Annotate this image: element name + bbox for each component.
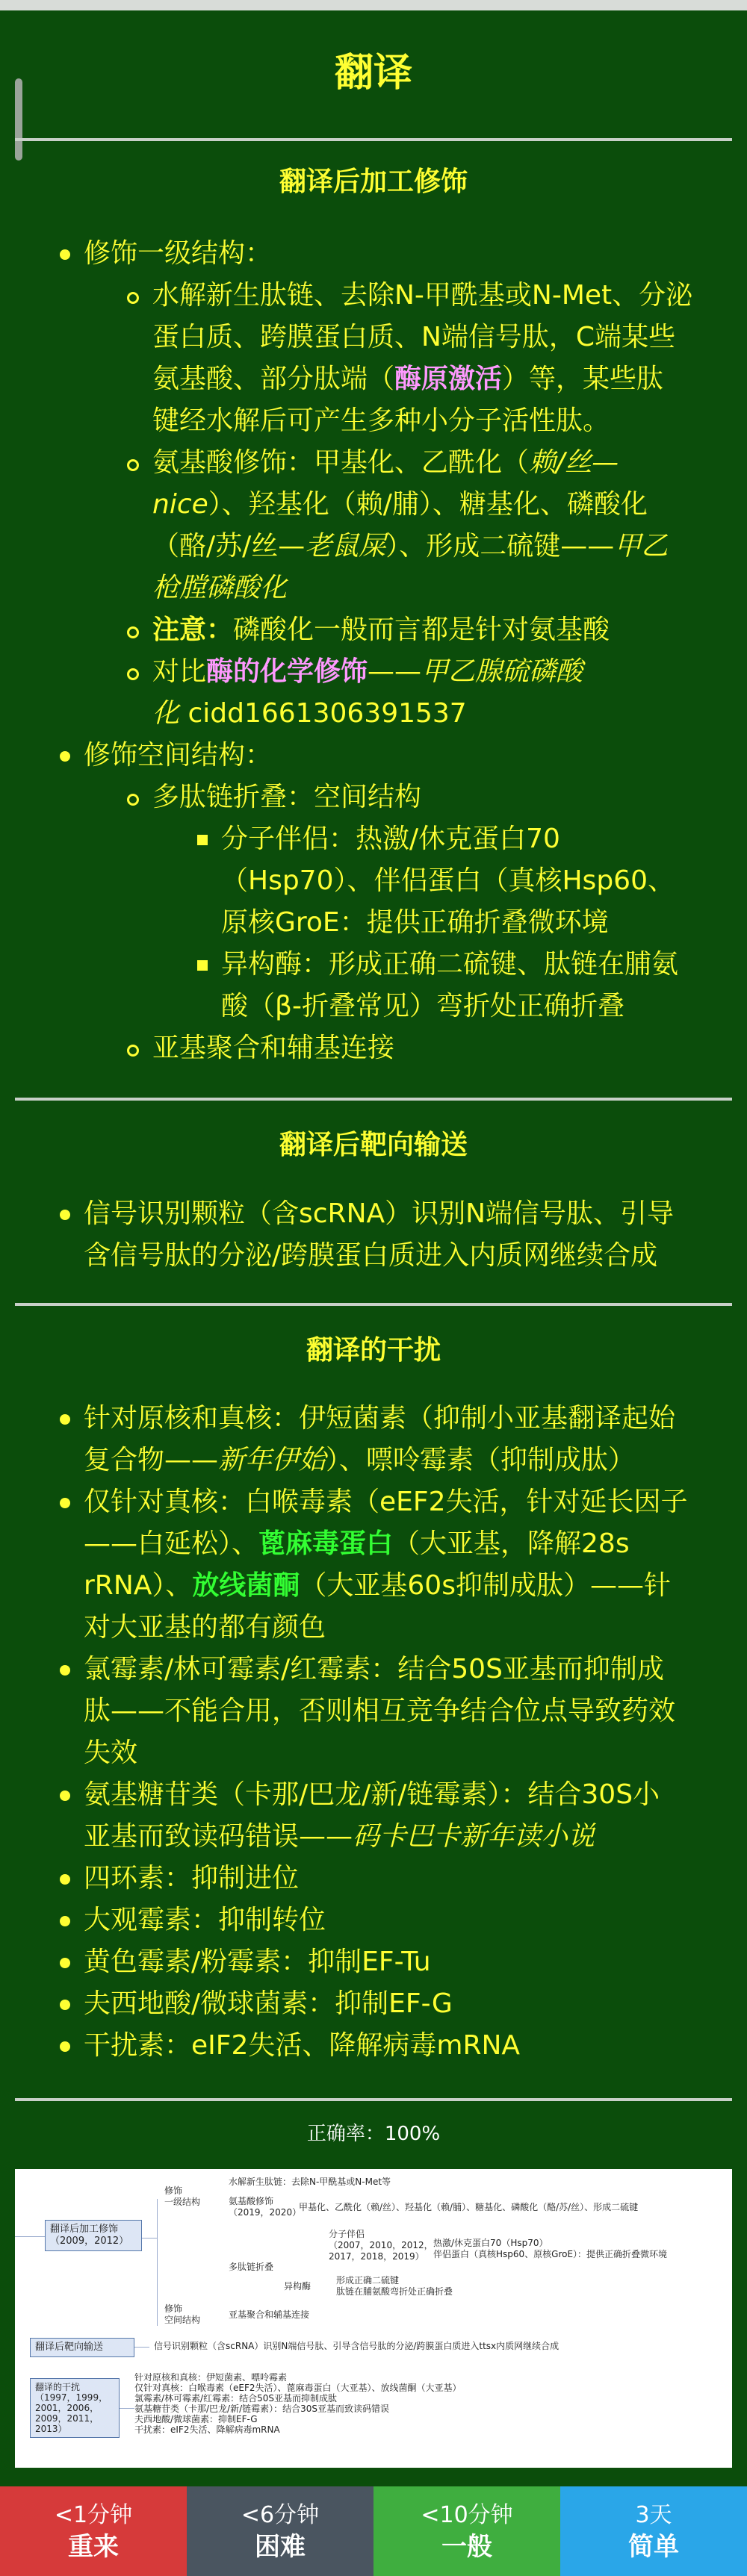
list-item bbox=[221, 818, 729, 944]
text: 氨基酸、部分肽端（ bbox=[152, 364, 395, 394]
mindmap-node: 修饰 一级结构 bbox=[164, 2185, 201, 2207]
button-interval: <1分钟 bbox=[54, 2502, 133, 2528]
button-label: 困难 bbox=[255, 2532, 306, 2562]
highlight-text: 酶的化学修饰 bbox=[206, 656, 368, 687]
mindmap-node: 氨基酸修饰 （2019，2020） bbox=[229, 2196, 302, 2218]
text: ）、嘌呤霉素（抑制成肽） bbox=[326, 1445, 636, 1475]
text: rRNA）、 bbox=[84, 1570, 193, 1601]
text-line bbox=[152, 526, 728, 567]
list-item: 夫西地酸/微球菌素：抑制EF-G bbox=[84, 1988, 453, 2019]
text-line: 氨基糖苷类（卡那/巴龙/新/链霉素）：结合30S小 bbox=[84, 1779, 660, 1810]
text-line: 键经水解后可产生多种小分子活性肽。 bbox=[152, 405, 610, 436]
mnemonic-text: 老鼠屎 bbox=[305, 531, 386, 561]
text-line: 酸（β-折叠常见）弯折处正确折叠 bbox=[221, 991, 624, 1021]
mindmap-node: 形成正确二硫键 肽链在脯氨酸弯折处正确折叠 bbox=[336, 2275, 453, 2297]
divider bbox=[15, 138, 732, 141]
text-line: 针对原核和真核：伊短菌素（抑制小亚基翻译起始 bbox=[84, 1403, 676, 1434]
note-label: 注意： bbox=[152, 615, 234, 645]
bullet bbox=[127, 459, 139, 471]
connector bbox=[157, 2199, 158, 2326]
list-item: 黄色霉素/粉霉素：抑制EF-Tu bbox=[84, 1947, 431, 1977]
list-item: 干扰素：eIF2失活、降解病毒mRNA bbox=[84, 2030, 521, 2061]
list-item bbox=[152, 651, 728, 735]
bullet bbox=[60, 2041, 70, 2052]
list-item bbox=[84, 1649, 726, 1774]
divider bbox=[15, 1303, 732, 1306]
highlight-text: 酶原激活 bbox=[394, 364, 503, 394]
mindmap-node: 甲基化、乙酰化（赖/丝）、羟基化（赖/脯）、糖基化、磷酸化（酪/苏/丝）、形成二硫键 bbox=[299, 2202, 639, 2212]
text-line: 分子伴侣：热激/休克蛋白70 bbox=[221, 824, 560, 854]
bullet bbox=[60, 1210, 70, 1220]
bullet bbox=[60, 1874, 70, 1885]
connector bbox=[142, 2238, 157, 2239]
mnemonic-text: 新年伊始 bbox=[218, 1445, 326, 1475]
button-label: 简单 bbox=[628, 2532, 679, 2562]
bullet bbox=[60, 1498, 70, 1508]
list-item bbox=[84, 1398, 726, 1481]
text-line bbox=[152, 651, 728, 693]
button-label: 重来 bbox=[68, 2532, 119, 2562]
bullet bbox=[60, 1916, 70, 1926]
bullet bbox=[127, 668, 139, 680]
text: 氨基酸修饰：甲基化、乙酰化（ bbox=[152, 447, 530, 478]
bullet bbox=[60, 1958, 70, 1968]
bullet bbox=[60, 2000, 70, 2010]
text-line: 信号识别颗粒（含scRNA）识别N端信号肽、引导 bbox=[84, 1198, 675, 1229]
mnemonic-text: 甲乙 bbox=[614, 531, 669, 561]
highlight-text: 放线菌酮 bbox=[192, 1570, 300, 1601]
mindmap-node: 分子伴侣 （2007，2010，2012， 2017，2018，2019） bbox=[329, 2229, 433, 2262]
text-line bbox=[152, 358, 728, 400]
list-item bbox=[84, 1481, 726, 1649]
connector bbox=[134, 2347, 149, 2348]
text-line: 失效 bbox=[84, 1737, 138, 1768]
mnemonic-text: 码卡巴卡新年读小说 bbox=[353, 1821, 595, 1852]
text: ——白延松）、 bbox=[84, 1528, 259, 1559]
text-line: 仅针对真核：白喉毒素（eEF2失活，针对延长因子 bbox=[84, 1487, 688, 1517]
text-line: 蛋白质、跨膜蛋白质、N端信号肽，C端某些 bbox=[152, 322, 676, 352]
bullet bbox=[197, 835, 208, 845]
mindmap-node: 热激/休克蛋白70（Hsp70） 伴侣蛋白（真核Hsp60、原核GroE）：提供正确折叠微环境 bbox=[433, 2238, 668, 2259]
mindmap-node: 水解新生肽链：去除N-甲酰基或N-Met等 bbox=[229, 2177, 391, 2187]
text-line: 原核GroE：提供正确折叠微环境 bbox=[221, 907, 609, 938]
list-item: 多肽链折叠：空间结构 bbox=[152, 782, 422, 812]
button-interval: 3天 bbox=[635, 2502, 672, 2528]
text: 磷酸化一般而言都是针对氨基酸 bbox=[233, 615, 610, 645]
mnemonic-text: 枪膛磷酸化 bbox=[152, 573, 288, 603]
highlight-text: 蓖麻毒蛋白 bbox=[258, 1528, 394, 1559]
section-title-targeting: 翻译后靶向输送 bbox=[279, 1130, 468, 1160]
good-button[interactable] bbox=[374, 2486, 560, 2576]
again-button[interactable] bbox=[0, 2486, 187, 2576]
divider bbox=[15, 1098, 732, 1101]
text-line: （Hsp70）、伴侣蛋白（真核Hsp60、 bbox=[221, 865, 675, 896]
mindmap-image bbox=[15, 2169, 732, 2468]
text: ）、形成二硫键—— bbox=[385, 531, 615, 561]
button-interval: <6分钟 bbox=[241, 2502, 320, 2528]
text-line: 对大亚基的都有颜色 bbox=[84, 1612, 326, 1643]
easy-button[interactable] bbox=[560, 2486, 747, 2576]
bullet bbox=[60, 249, 70, 260]
bullet bbox=[127, 292, 139, 304]
mnemonic-text: nice bbox=[152, 489, 208, 520]
mindmap-node: 亚基聚合和辅基连接 bbox=[229, 2309, 310, 2320]
bullet bbox=[197, 960, 208, 971]
list-item: 大观霉素：抑制转位 bbox=[84, 1905, 326, 1935]
text-line: 氯霉素/林可霉素/红霉素：结合50S亚基而抑制成 bbox=[84, 1654, 664, 1684]
button-label: 一般 bbox=[441, 2532, 492, 2562]
text: —— bbox=[368, 656, 422, 687]
mindmap-node: 异构酶 bbox=[284, 2281, 311, 2292]
list-item: 修饰一级结构： bbox=[84, 238, 273, 269]
list-item: 修饰空间结构： bbox=[84, 740, 273, 771]
bullet bbox=[60, 751, 70, 762]
text-line bbox=[84, 1565, 726, 1607]
text: ）等，某些肽 bbox=[502, 364, 664, 394]
list-item bbox=[152, 442, 728, 609]
mindmap-root-node: 翻译后靶向输送 bbox=[30, 2338, 134, 2357]
text-line: 肽——不能合用，否则相互竞争结合位点导致药效 bbox=[84, 1696, 676, 1726]
text: 亚基而致读码错误—— bbox=[84, 1821, 353, 1852]
text: 对比 bbox=[152, 656, 207, 687]
text: 复合物—— bbox=[84, 1445, 219, 1475]
text-line bbox=[152, 693, 728, 735]
text: （大亚基60s抑制成肽）——针 bbox=[300, 1570, 671, 1601]
text-line: 异构酶：形成正确二硫键、肽链在脯氨 bbox=[221, 949, 679, 980]
text: （大亚基，降解28s bbox=[393, 1528, 630, 1559]
text: ）、羟基化（赖/脯）、糖基化、磷酸化 bbox=[208, 489, 648, 520]
mindmap-node: 多肽链折叠 bbox=[229, 2262, 274, 2272]
mindmap-node: 修饰 空间结构 bbox=[164, 2303, 201, 2325]
bullet bbox=[127, 626, 139, 638]
text-line bbox=[152, 484, 728, 526]
bullet bbox=[60, 1414, 70, 1425]
list-item bbox=[84, 1193, 726, 1277]
list-item: 四环素：抑制进位 bbox=[84, 1863, 300, 1894]
text: cidd1661306391537 bbox=[179, 698, 467, 729]
button-interval: <10分钟 bbox=[421, 2502, 513, 2528]
mindmap-node: 针对原核和真核：伊短菌素、嘌呤霉素 仅针对真核：白喉毒素（eEF2失活）、蓖麻毒蛋白（大亚基）、放线菌酮（大亚基） 氯霉素/林可霉素/红霉素：结合50S亚基而抑制成肽 氨基糖苷类（卡那/巴龙/新/链霉素）：结合30S亚基而致读码错误 夫西地酸/微球菌素：抑制EF-G 干扰素：eIF2失活、降解病毒mRNA bbox=[134, 2372, 462, 2435]
text-line: 含信号肽的分泌/跨膜蛋白质进入内质网继续合成 bbox=[84, 1240, 658, 1271]
section-title-modification: 翻译后加工修饰 bbox=[279, 167, 468, 197]
list-item bbox=[152, 609, 728, 651]
mnemonic-text: 赖/丝— bbox=[529, 447, 619, 478]
mnemonic-text: 甲乙腺硫磷酸 bbox=[421, 656, 583, 687]
connector bbox=[120, 2408, 134, 2409]
section-title-interference: 翻译的干扰 bbox=[306, 1335, 441, 1366]
accuracy-text: 正确率：100% bbox=[306, 2123, 441, 2145]
top-status-strip bbox=[0, 0, 747, 10]
hard-button[interactable] bbox=[187, 2486, 374, 2576]
divider bbox=[15, 2098, 732, 2101]
text-line: 水解新生肽链、去除N-甲酰基或N-Met、分泌 bbox=[152, 280, 693, 311]
mindmap-root-node: 翻译后加工修饰 （2009，2012） bbox=[45, 2220, 142, 2251]
mindmap-node: 信号识别颗粒（含scRNA）识别N端信号肽、引导含信号肽的分泌/跨膜蛋白质进入ttsx内质网继续合成 bbox=[154, 2341, 560, 2351]
text-line bbox=[84, 1523, 726, 1565]
list-item bbox=[152, 275, 728, 442]
bullet bbox=[127, 1045, 139, 1057]
text: （酪/苏/丝— bbox=[152, 531, 306, 561]
list-item bbox=[221, 944, 729, 1027]
mnemonic-text: 化 bbox=[152, 698, 180, 729]
bullet bbox=[60, 1791, 70, 1801]
text-line bbox=[152, 442, 728, 484]
mindmap-root-node: 翻译的干扰 （1997，1999， 2001，2006， 2009，2011， 2013） bbox=[30, 2378, 120, 2438]
list-item: 亚基聚合和辅基连接 bbox=[152, 1033, 395, 1063]
page-title: 翻译 bbox=[334, 51, 412, 96]
bullet bbox=[60, 1665, 70, 1676]
text-line bbox=[84, 1440, 726, 1481]
text-line bbox=[84, 1816, 726, 1858]
bullet bbox=[127, 794, 139, 806]
list-item bbox=[84, 1774, 726, 1858]
